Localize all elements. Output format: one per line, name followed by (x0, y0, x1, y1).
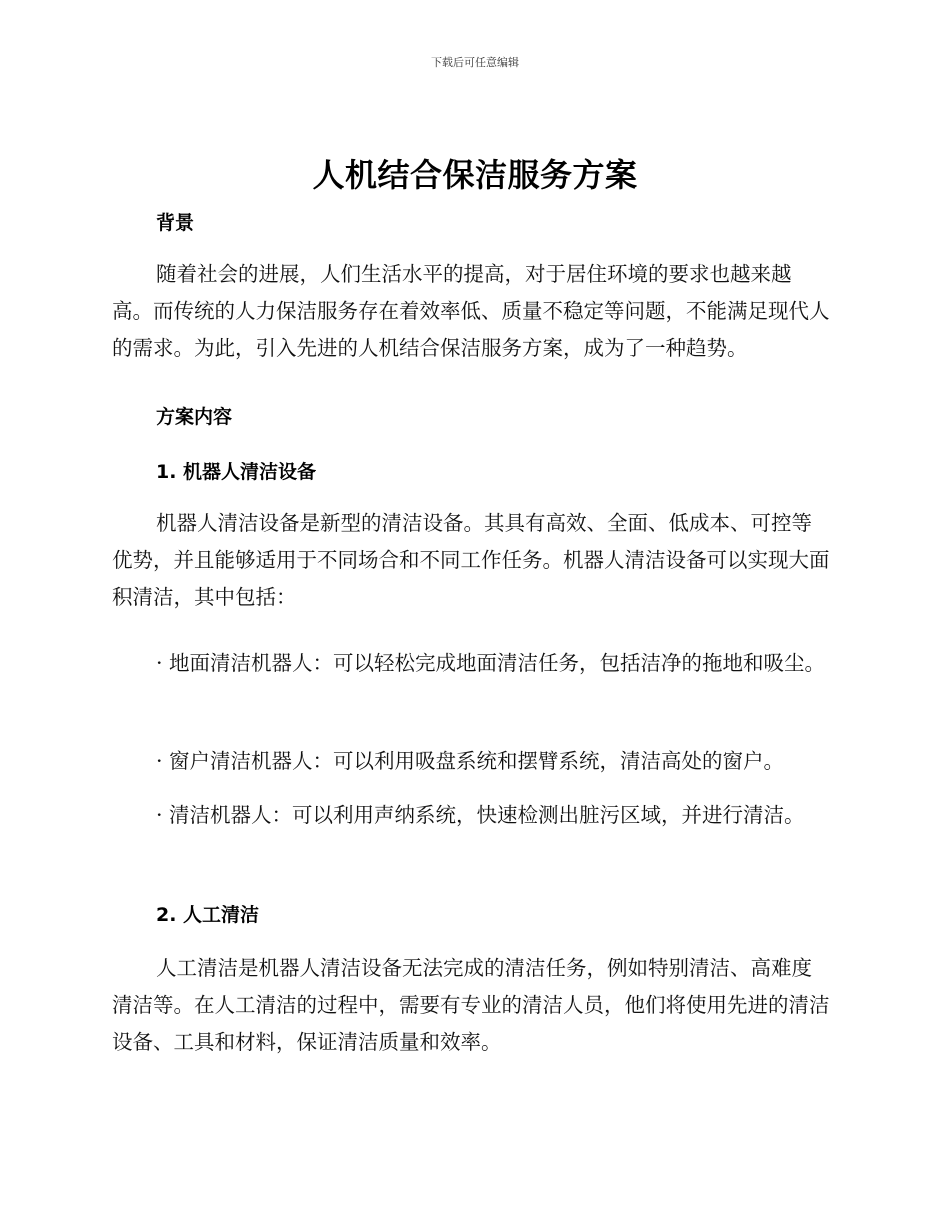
robot-heading: 1. 机器人清洁设备 (156, 461, 317, 483)
document-title: 人机结合保洁服务方案 (312, 156, 638, 194)
manual-heading: 2. 人工清洁 (156, 904, 260, 926)
background-paragraph (112, 256, 832, 367)
manual-paragraph (112, 950, 832, 1061)
bullet-cleaning-robot (112, 797, 832, 834)
plan-heading: 方案内容 (156, 406, 233, 428)
background-text: 随着社会的进展，人们生活水平的提高，对于居住环境的要求也越来越高。而传统的人力保洁服务存在着效率低、质量不稳定等问题，不能满足现代人的需求。为此，引入先进的人机结合保洁服务方案，成为了一种趋势。 (112, 262, 830, 360)
bullet-cleaning-text: · 清洁机器人：可以利用声纳系统，快速检测出脏污区域，并进行清洁。 (156, 803, 805, 827)
background-heading: 背景 (156, 212, 195, 234)
robot-paragraph (112, 505, 832, 616)
bullet-window-robot (112, 743, 832, 780)
header-note: 下载后可任意编辑 (431, 56, 519, 69)
bullet-floor-text: · 地面清洁机器人：可以轻松完成地面清洁任务，包括洁净的拖地和吸尘。 (156, 651, 826, 675)
bullet-window-text: · 窗户清洁机器人：可以利用吸盘系统和摆臂系统，清洁高处的窗户。 (156, 749, 785, 773)
manual-text: 人工清洁是机器人清洁设备无法完成的清洁任务，例如特别清洁、高难度清洁等。在人工清洁的过程中，需要有专业的清洁人员，他们将使用先进的清洁设备、工具和材料，保证清洁质量和效率。 (112, 956, 830, 1054)
bullet-floor-robot (112, 645, 832, 682)
robot-text: 机器人清洁设备是新型的清洁设备。其具有高效、全面、低成本、可控等优势，并且能够适用于不同场合和不同工作任务。机器人清洁设备可以实现大面积清洁，其中包括： (112, 511, 830, 609)
